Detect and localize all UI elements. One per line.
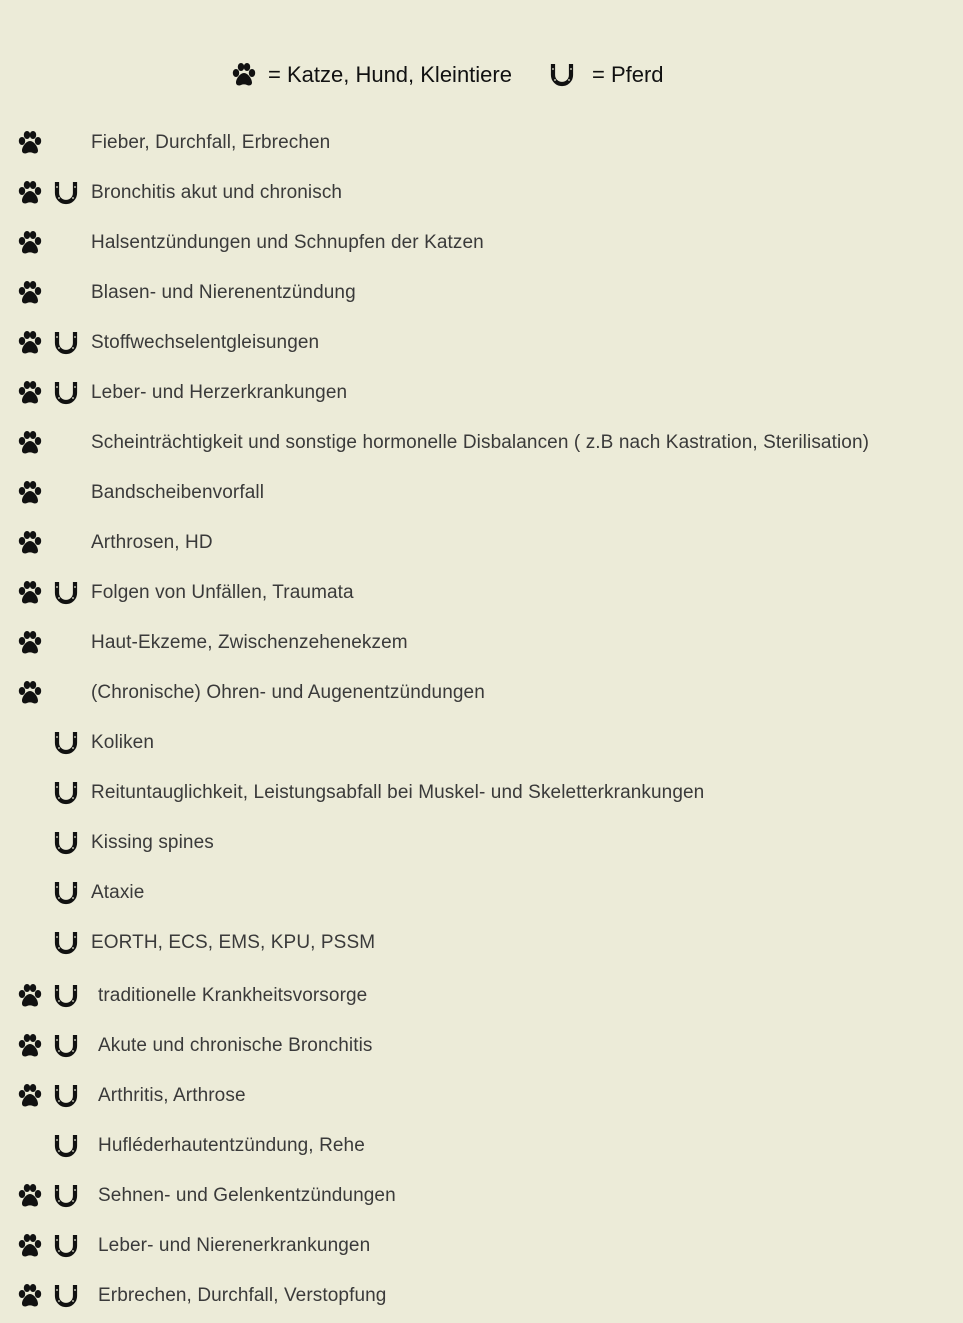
horseshoe-icon bbox=[52, 1079, 88, 1113]
list-item-label: Koliken bbox=[91, 732, 155, 753]
list-item bbox=[16, 726, 154, 760]
list-item bbox=[16, 1129, 365, 1163]
horseshoe-icon bbox=[52, 776, 88, 810]
list-item-label: Scheinträchtigkeit und sonstige hormonelle Disbalancen ( z.B nach Kastration, Sterilisation) bbox=[91, 432, 870, 453]
paw-icon bbox=[16, 1079, 52, 1113]
list-item bbox=[16, 126, 330, 160]
list-item-label: Folgen von Unfällen, Traumata bbox=[91, 582, 354, 603]
list-item bbox=[16, 476, 264, 510]
horseshoe-icon bbox=[52, 826, 88, 860]
list-item-label: Erbrechen, Durchfall, Verstopfung bbox=[98, 1285, 387, 1306]
list-item-label: Kissing spines bbox=[91, 832, 214, 853]
paw-icon bbox=[16, 476, 52, 510]
horseshoe-icon bbox=[52, 576, 88, 610]
list-item-label: Arthrosen, HD bbox=[91, 532, 213, 553]
list-item bbox=[16, 676, 485, 710]
list-item-label: Sehnen- und Gelenkentzündungen bbox=[98, 1185, 396, 1206]
list-item bbox=[16, 1229, 370, 1263]
list-item-label: Hufléderhautentzündung, Rehe bbox=[98, 1135, 365, 1156]
paw-icon bbox=[16, 276, 52, 310]
paw-icon bbox=[16, 326, 52, 360]
horseshoe-icon bbox=[52, 1229, 88, 1263]
list-item-label: Leber- und Herzerkrankungen bbox=[91, 382, 348, 403]
paw-icon bbox=[16, 576, 52, 610]
horseshoe-icon bbox=[52, 1179, 88, 1213]
horseshoe-icon bbox=[52, 176, 88, 210]
list-item-label: EORTH, ECS, EMS, KPU, PSSM bbox=[91, 932, 376, 953]
list-item bbox=[16, 626, 408, 660]
list-item bbox=[16, 1029, 373, 1063]
list-item bbox=[16, 1179, 396, 1213]
horseshoe-icon bbox=[52, 1029, 88, 1063]
list-item bbox=[16, 876, 144, 910]
horseshoe-icon bbox=[52, 376, 88, 410]
list-item bbox=[16, 326, 319, 360]
list-item-label: Ataxie bbox=[91, 882, 145, 903]
paw-icon bbox=[16, 126, 52, 160]
paw-icon bbox=[16, 526, 52, 560]
list-item bbox=[16, 826, 214, 860]
list-item bbox=[16, 979, 367, 1013]
list-item bbox=[16, 426, 869, 460]
list-item bbox=[16, 926, 375, 960]
paw-icon bbox=[230, 61, 258, 89]
list-item bbox=[16, 576, 354, 610]
paw-icon bbox=[16, 626, 52, 660]
paw-icon bbox=[16, 376, 52, 410]
list-item-label: traditionelle Krankheitsvorsorge bbox=[98, 985, 368, 1006]
list-item-label: Stoffwechselentgleisungen bbox=[91, 332, 320, 353]
paw-icon bbox=[16, 1229, 52, 1263]
horseshoe-icon bbox=[52, 979, 88, 1013]
list-item-label: Bandscheibenvorfall bbox=[91, 482, 265, 503]
horseshoe-icon bbox=[52, 926, 88, 960]
list-item-label: Blasen- und Nierenentzündung bbox=[91, 282, 356, 303]
horseshoe-icon bbox=[548, 61, 576, 89]
list-item-label: (Chronische) Ohren- und Augenentzündungen bbox=[91, 682, 485, 703]
list-item bbox=[16, 526, 213, 560]
list-item-label: Akute und chronische Bronchitis bbox=[98, 1035, 373, 1056]
legend-horse-text: = Pferd bbox=[591, 62, 664, 87]
list-item-label: Halsentzündungen und Schnupfen der Katzen bbox=[91, 232, 484, 253]
paw-icon bbox=[16, 426, 52, 460]
paw-icon bbox=[16, 979, 52, 1013]
list-item-label: Bronchitis akut und chronisch bbox=[91, 182, 343, 203]
horseshoe-icon bbox=[52, 726, 88, 760]
list-item-label: Leber- und Nierenerkrankungen bbox=[98, 1235, 371, 1256]
list-item bbox=[16, 176, 342, 210]
horseshoe-icon bbox=[52, 1279, 88, 1313]
list-item-label: Haut-Ekzeme, Zwischenzehenekzem bbox=[91, 632, 408, 653]
paw-icon bbox=[16, 176, 52, 210]
paw-icon bbox=[16, 1179, 52, 1213]
horseshoe-icon bbox=[52, 326, 88, 360]
list-item-label: Reituntauglichkeit, Leistungsabfall bei Muskel- und Skeletterkrankungen bbox=[91, 782, 705, 803]
legend-paw-text: = Katze, Hund, Kleintiere bbox=[268, 62, 512, 87]
list-item bbox=[16, 276, 356, 310]
paw-icon bbox=[16, 676, 52, 710]
list-item-label: Arthritis, Arthrose bbox=[98, 1085, 246, 1106]
paw-icon bbox=[16, 1279, 52, 1313]
list-item-label: Fieber, Durchfall, Erbrechen bbox=[91, 132, 331, 153]
legend bbox=[230, 58, 664, 92]
list-item bbox=[16, 226, 484, 260]
list-item bbox=[16, 1079, 246, 1113]
horseshoe-icon bbox=[52, 1129, 88, 1163]
paw-icon bbox=[16, 226, 52, 260]
list-item bbox=[16, 1279, 386, 1313]
horseshoe-icon bbox=[52, 876, 88, 910]
list-item bbox=[16, 376, 347, 410]
list-item bbox=[16, 776, 704, 810]
paw-icon bbox=[16, 1029, 52, 1063]
